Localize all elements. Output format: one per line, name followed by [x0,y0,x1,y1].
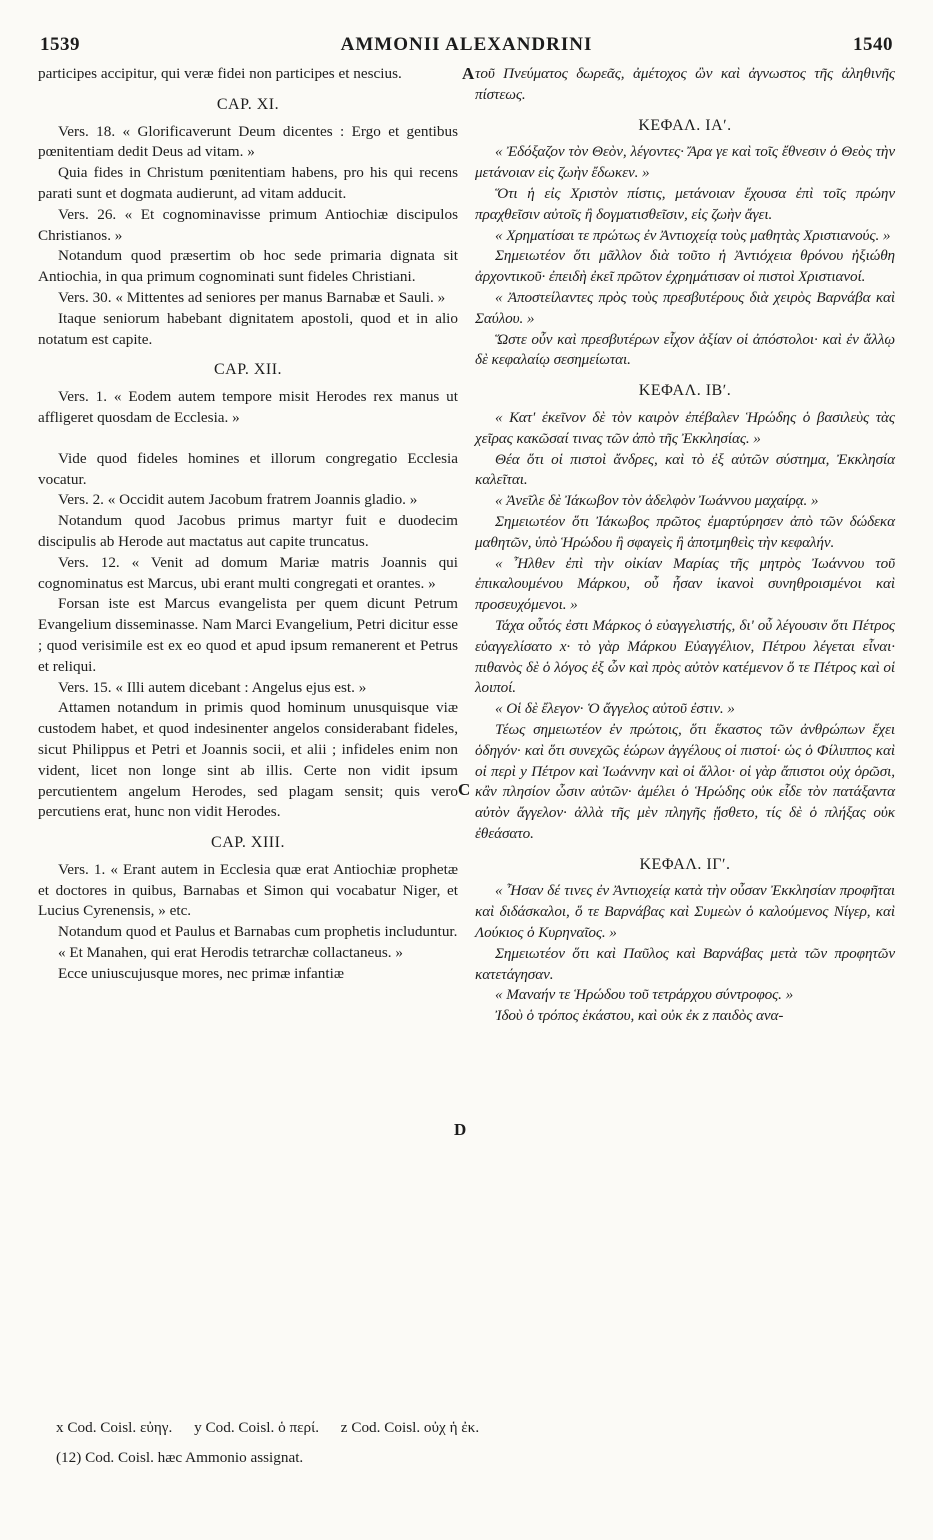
latin-paragraph: Vers. 1. « Eodem autem tempore misit Herodes rex manus ut affligeret quosdam de Ecclesia. » [38,388,458,426]
footnotes-cod [56,1416,497,1440]
latin-paragraph: Vide quod fideles homines et illorum congregatio Ecclesia vocatur. [38,449,458,488]
page-number-right: 1540 [853,34,893,55]
greek-paragraph: « Μαναήν τε Ἡρώδου τοῦ τετράρχου σύντροφος. » [495,986,794,1004]
latin-paragraph: participes accipitur, qui veræ fidei non participes et nescius. [38,65,402,82]
greek-paragraph: Σημειωτέον ὅτι μᾶλλον διὰ τοῦτο ἡ Ἀντιόχεια θρόνου ἠξιώθη ἀρχοντικοῦ· ἐπειδὴ ἐκεῖ πρῶτον ἐχρημάτισαν οἱ πιστοὶ Χριστιανοί. [475,247,895,286]
latin-column [38,64,458,985]
greek-paragraph: « Ἐδόξαζον τὸν Θεὸν, λέγοντες· Ἄρα γε καὶ τοῖς ἔθνεσιν ὁ Θεὸς τὴν μετάνοιαν εἰς ζωὴν ἔδωκεν. » [475,143,895,182]
margin-marker-d: D [454,1120,467,1139]
running-title: AMMONII ALEXANDRINI [340,34,593,55]
latin-chapter-heading: CAP. XII. [213,361,283,379]
latin-paragraph: « Et Manahen, qui erat Herodis tetrarchæ collactaneus. » [58,944,403,962]
greek-chapter-heading: ΚΕΦΑΛ. ΙΑʹ. [638,116,732,134]
latin-paragraph: Attamen notandum in primis quod hominum unusquisque viæ custodem habet, et quod indesinenter angelos considerabant fideles, sicut Philippus et Petri et Joannis socii, et alii ; infideles enim non vident, licet non longe sint ab illis. Certe non vidit ipsum percutientem angelum Herodes, sed plagam sensit; quis vero percutiens erat, hunc non vidit Herodes. [38,699,458,821]
greek-paragraph: « Κατ' ἐκεῖνον δὲ τὸν καιρὸν ἐπέβαλεν Ἡρώδης ὁ βασιλεὺς τὰς χεῖρας κακῶσαί τινας τῶν ἀπὸ τῆς Ἐκκλησίας. » [475,408,895,447]
greek-paragraph: τοῦ Πνεύματος δωρεᾶς, ἀμέτοχος ὢν καὶ ἀγνωστος τῆς ἀληθινῆς πίστεως. [475,65,895,103]
greek-paragraph: Τάχα οὗτός ἐστι Μάρκος ὁ εὐαγγελιστής, δι' οὗ λέγουσιν ὅτι Πέτρος εὐαγγελίσατο x· τὸ γὰρ Μάρκου Εὐαγγέλιον, Πέτρου λέγεται εἶναι· πιθανὸς δὲ ὁ λόγος ἐξ ὧν καὶ πρὸς αὐτὸν κατέμενον ὅ τε Πέτρος καὶ οἱ λοιποί. [475,616,895,697]
greek-paragraph: Θέα ὅτι οἱ πιστοὶ ἄνδρες, καὶ τὸ ἐξ αὐτῶν σύστημα, Ἐκκλησία καλεῖται. [475,450,895,489]
latin-paragraph: Vers. 30. « Mittentes ad seniores per manus Barnabæ et Sauli. » [58,288,446,306]
greek-paragraph: Σημειωτέον ὅτι καὶ Παῦλος καὶ Βαρνάβας μετὰ τῶν προφητῶν κατετάγησαν. [475,944,895,983]
greek-paragraph: « Ἀποστείλαντες πρὸς τοὺς πρεσβυτέρους διὰ χειρὸς Βαρνάβα καὶ Σαύλου. » [475,288,895,327]
margin-marker-c: C [458,780,471,799]
page-number-left: 1539 [40,34,80,55]
greek-chapter-heading: ΚΕΦΑΛ. ΙΓʹ. [639,855,731,873]
greek-paragraph: Ἰδοὺ ὁ τρόπος ἑκάστου, καὶ οὐκ ἐκ z παιδὸς ανα- [495,1007,784,1025]
greek-paragraph: Ὥστε οὖν καὶ πρεσβυτέρων εἶχον ἀξίαν οἱ ἀπόστολοι· καὶ ἐν ἄλλῳ δὲ κεφαλαίῳ σεσημείωται. [475,330,895,369]
greek-paragraph: « Ἀνεῖλε δὲ Ἰάκωβον τὸν ἀδελφὸν Ἰωάννου μαχαίρᾳ. » [495,492,819,510]
greek-paragraph: « Χρηματίσαι τε πρώτως ἐν Ἀντιοχείᾳ τοὺς μαθητὰς Χριστιανούς. » [495,226,891,244]
latin-paragraph: Ecce uniuscujusque mores, nec primæ infantiæ [58,964,344,982]
footnote-z: z Cod. Coisl. οὐχ ἡ ἐκ. [340,1419,480,1436]
latin-paragraph: Forsan iste est Marcus evangelista per quem dicunt Petrum Evangelium disseminasse. Nam Marci Evangelium, Petri dicitur esse ; quod verisimile est ex eo quod et apud ipsum remanerent et Petrus et reliqui. [38,595,458,675]
footnote-12: (12) Cod. Coisl. hæc Ammonio assignat. [56,1449,304,1466]
greek-chapter-heading: ΚΕΦΑΛ. ΙΒʹ. [638,382,732,400]
latin-paragraph: Notandum quod et Paulus et Barnabas cum prophetis includuntur. [58,923,458,941]
latin-spacer [38,429,458,449]
greek-paragraph: Ὅτι ἡ εἰς Χριστὸν πίστις, μετάνοιαν ἔχουσα ἐπὶ τοῖς πρώην πραχθεῖσιν αὐτοῖς ἢ δογματισθεῖσιν, εἰς ζωὴν ἄγει. [475,184,895,223]
greek-paragraph: Τέως σημειωτέον ἐν πρώτοις, ὅτι ἕκαστος τῶν ἀνθρώπων ἔχει ὁδηγόν· καὶ ὅτι συνεχῶς ἑώρων ἀγγέλους οἱ πιστοί· ὡς ὁ Φίλιππος καὶ οἱ περὶ y Πέτρον καὶ Ἰωάννην καὶ οἱ ἄλλοι· οἱ γὰρ ἄπιστοι οὐχ ὁρῶσι, κἂν πλησίον ὦσιν αὐτῶν· ἀμέλει ὁ Ἡρώδης οὐκ εἶδε τὸν πατάξαντα αὐτὸν ἄγγελον· ἀλλὰ τῆς μὲν πληγῆς ᾔσθετο, τίς δὲ ὁ πλήξας οὐκ ἐθεάσατο. [475,720,895,842]
greek-column [475,64,895,1027]
latin-paragraph: Vers. 12. « Venit ad domum Mariæ matris Joannis qui cognominatus est Marcus, ubi erant multi congregati et orantes. » [38,553,458,592]
latin-paragraph: Vers. 26. « Et cognominavisse primum Antiochiæ discipulos Christianos. » [38,205,458,244]
latin-paragraph: Vers. 2. « Occidit autem Jacobum fratrem Joannis gladio. » [58,491,418,509]
latin-paragraph: Notandum quod præsertim ob hoc sede primaria dignata sit Antiochia, in qua primum cognominati sunt fideles Christiani. [38,247,458,286]
greek-paragraph: Σημειωτέον ὅτι Ἰάκωβος πρῶτος ἐμαρτύρησεν ἀπὸ τῶν δώδεκα μαθητῶν, ὑπὸ Ἡρώδου ἢ σφαγεὶς ἢ ἀποτμηθεὶς τὴν κεφαλήν. [475,512,895,551]
latin-paragraph: Vers. 18. « Glorificaverunt Deum dicentes : Ergo et gentibus pœnitentiam dedit Deus ad vitam. » [38,122,458,161]
latin-paragraph: Vers. 15. « Illi autem dicebant : Angelus ejus est. » [58,678,367,696]
latin-chapter-heading: CAP. XIII. [211,834,285,852]
greek-paragraph: « Ἦσαν δέ τινες ἐν Ἀντιοχείᾳ κατὰ τὴν οὖσαν Ἐκκλησίαν προφῆται καὶ διδάσκαλοι, ὅ τε Βαρνάβας καὶ Συμεὼν ὁ καλούμενος Νίγερ, καὶ Λούκιος ὁ Κυρηναῖος. » [475,882,895,942]
latin-paragraph: Itaque seniorum habebant dignitatem apostoli, quod et in alio notatum est capite. [38,309,458,348]
footnote-y: y Cod. Coisl. ὁ περί. [194,1419,319,1436]
greek-paragraph: « Οἱ δὲ ἔλεγον· Ὁ ἄγγελος αὐτοῦ ἐστιν. » [495,700,735,718]
footnote-x: x Cod. Coisl. εὐηγ. [56,1419,173,1436]
latin-paragraph: Vers. 1. « Erant autem in Ecclesia quæ erat Antiochiæ prophetæ et doctores in quibus, Barnabas et Simon qui vocabatur Niger, et Lucius Cyrenensis, » etc. [38,860,458,920]
latin-chapter-heading: CAP. XI. [216,95,280,113]
latin-paragraph: Quia fides in Christum pœnitentiam habens, pro his qui recens parati sunt et dogmata audierunt, ad vitam adducit. [38,164,458,202]
latin-paragraph: Notandum quod Jacobus primus martyr fuit e duodecim discipulis ab Herode aut mactatus aut capite truncatus. [38,512,458,550]
margin-marker-a: A [462,64,475,83]
greek-paragraph: « Ἦλθεν ἐπὶ τὴν οἰκίαν Μαρίας τῆς μητρὸς Ἰωάννου τοῦ ἐπικαλουμένου Μάρκου, οὗ ἦσαν ἱκανοὶ συνηθροισμένοι καὶ προσευχόμενοι. » [475,554,895,614]
